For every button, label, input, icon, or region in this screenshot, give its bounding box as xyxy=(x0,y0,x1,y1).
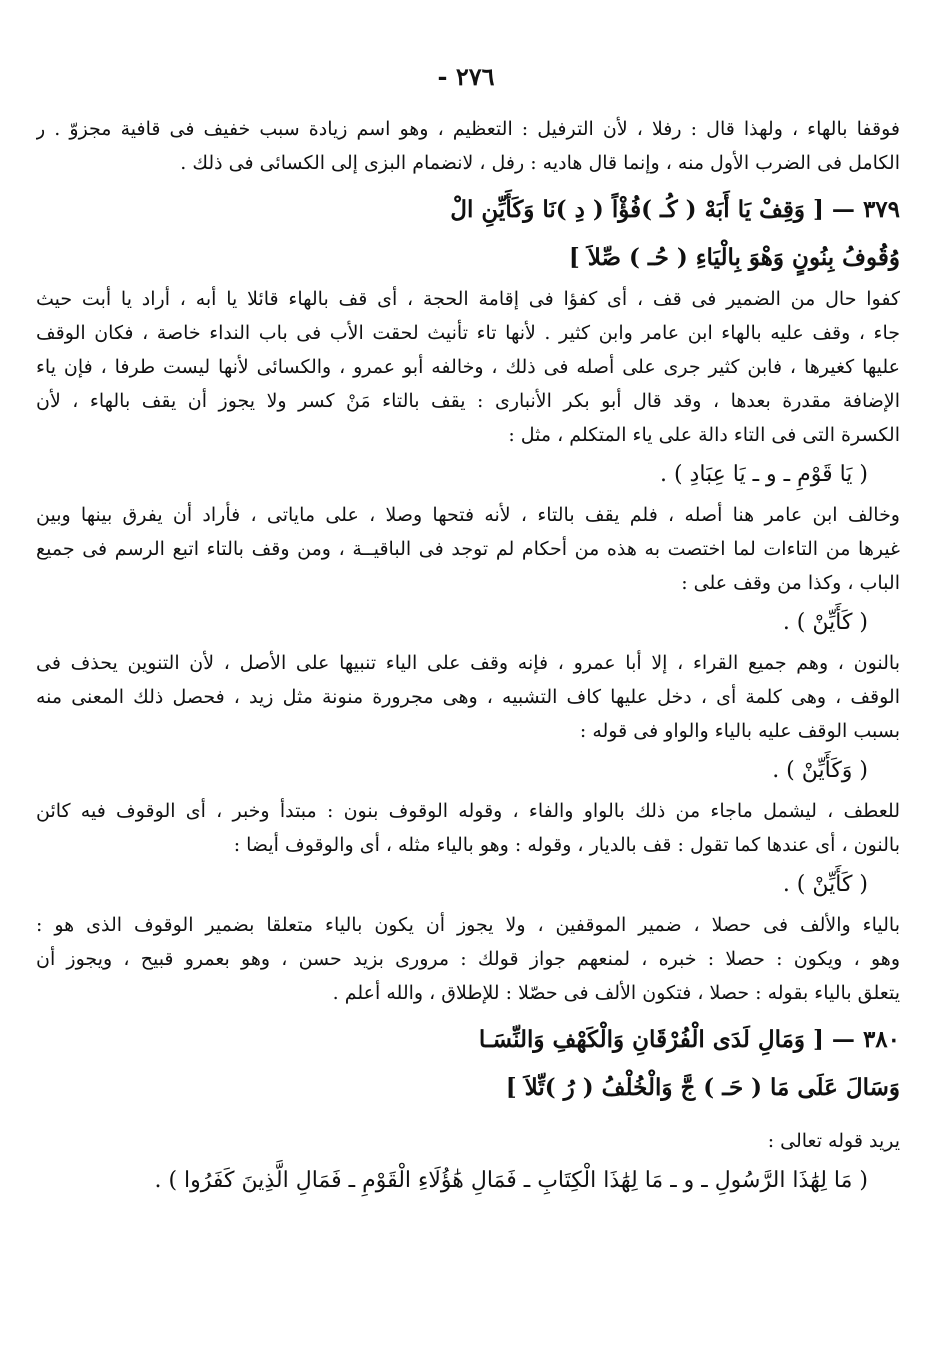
quran-quote: ( كَأَيِّنْ ) . xyxy=(782,872,868,897)
prose-line: الوقف ، وهى كلمة أى ، دخل عليها كاف التشبيه ، وهى مجرورة منونة مثل زيد ، فحصل ذلك المعنى منه xyxy=(36,686,900,708)
quran-quote: ( وَكَأَيِّنْ ) . xyxy=(772,758,868,783)
prose-line: بسبب الوقف عليه بالياء والواو فى قوله : xyxy=(579,720,900,742)
verse-line-second-hemistich: وُقُوفُ بِنُونٍ وَهْوَ بِالْيَاءِ ( حُـ ) صِّلاَ ] xyxy=(568,244,900,271)
prose-line: يتعلق بالياء بقوله : حصلا ، فتكون الألف فى حصّلا : للإطلاق ، والله أعلم . xyxy=(332,982,900,1004)
prose-line: الكسرة التى فى التاء دالة على ياء المتكلم ، مثل : xyxy=(508,424,900,446)
prose-line: وخالف ابن عامر هنا أصله ، فلم يقف بالتاء ، لأنه فتحها وصلا ، على ماياتى ، فأراد أن يفرق بينها وبين xyxy=(36,504,900,526)
prose-line: كفوا حال من الضمير فى قف ، أى كفؤا فى إقامة الحجة ، أى قف بالهاء قائلا يا أبه ، أراد يا أبت حيث xyxy=(36,288,900,310)
prose-line: بالياء والألف فى حصلا ، ضمير الموقفين ، ولا يجوز أن يكون بالياء متعلقا بضمير الوقوف الذى هو : xyxy=(36,914,900,936)
prose-line: وهو ، ويكون : حصلا : خبره ، لمنعهم جواز قولك : مرورى بزيد حسن ، وهو بعمرو قبيح ، ويجوز أن xyxy=(36,948,900,970)
prose-line: للعطف ، ليشمل ماجاء من ذلك بالواو والفاء ، وقوله الوقوف بنون : مبتدأ وخبر ، أى الوقوف فيه كائن xyxy=(36,800,900,822)
quran-quote: ( يَا قَوْمِ ـ و ـ يَا عِبَادِ ) . xyxy=(659,462,868,487)
prose-line: الكامل فى الضرب الأول منه ، وإنما قال هاديه : رفل ، لانضمام البزى إلى الكسائى فى ذلك . xyxy=(180,152,900,174)
verse-line-second-hemistich: وَسَالَ عَلَى مَا ( حَـ ) جَّ وَالْخُلْفُ ( رُ )تِّلاَ ] xyxy=(505,1074,900,1101)
quran-quote: ( كَأَيِّنْ ) . xyxy=(782,610,868,635)
prose-line: جاء ، وقف عليه بالهاء ابن عامر وابن كثير . لأنها تاء تأنيث لحقت الأب فى باب النداء خاصة ، فكان الوقف xyxy=(36,322,900,344)
verse-line-first-hemistich: ٣٧٩ — [ وَقِفْ يَا أَبَهْ ( كُـ )فُؤْاً ( دِ )نَا وَكَأَيِّنِ الْ xyxy=(450,196,900,223)
prose-line: بالنون ، وهم جميع القراء ، إلا أبا عمرو ، فإنه وقف على الياء تنبيها على الأصل ، لأن التنوين يحذف فى xyxy=(36,652,900,674)
prose-line: عليها كغيرها ، فابن كثير جرى على أصله فى ذلك ، وخالفه أبو عمرو ، والكسائى لأنها ليست طرفا ، فإن ياء xyxy=(36,356,900,378)
prose-line: يريد قوله تعالى : xyxy=(767,1130,900,1152)
prose-line: بالنون ، أى عندها كما تقول : قف بالديار ، وقوله : وهو بالياء مثله ، أى والوقوف أيضا : xyxy=(233,834,900,856)
page-number: - ٢٧٦ xyxy=(437,62,495,91)
page-body xyxy=(36,112,900,1204)
verse-line-first-hemistich: ٣٨٠ — [ وَمَالِ لَدَى الْفُرْقَانِ وَالْكَهْفِ وَالنِّسَـا xyxy=(478,1026,900,1053)
prose-line: الباب ، وكذا من وقف على : xyxy=(681,572,900,594)
prose-line: الإضافة مقدرة بعدها ، وقد قال أبو بكر الأنبارى : يقف بالتاء مَنْ كسر ولا يجوز أن يقف بالهاء ، لأن xyxy=(36,390,900,412)
prose-line: فوقفا بالهاء ، ولهذا قال : رفلا ، لأن الترفيل : التعظيم ، وهو اسم زيادة سبب خفيف فى قافية مجزوّ . ر xyxy=(36,118,900,140)
quran-quote: ( مَا لِهَٰذَا الرَّسُولِ ـ و ـ مَا لِهَٰذَا الْكِتَابِ ـ فَمَالِ هَٰؤُلَاءِ الْقَوْمِ ـ فَمَالِ الَّذِينَ كَفَرُوا ) . xyxy=(154,1168,868,1193)
prose-line: غيرها من التاءات لما اختصت به هذه من أحكام لم توجد فى الباقيــة ، ومن وقف بالتاء اتبع الرسم فى جميع xyxy=(36,538,900,560)
